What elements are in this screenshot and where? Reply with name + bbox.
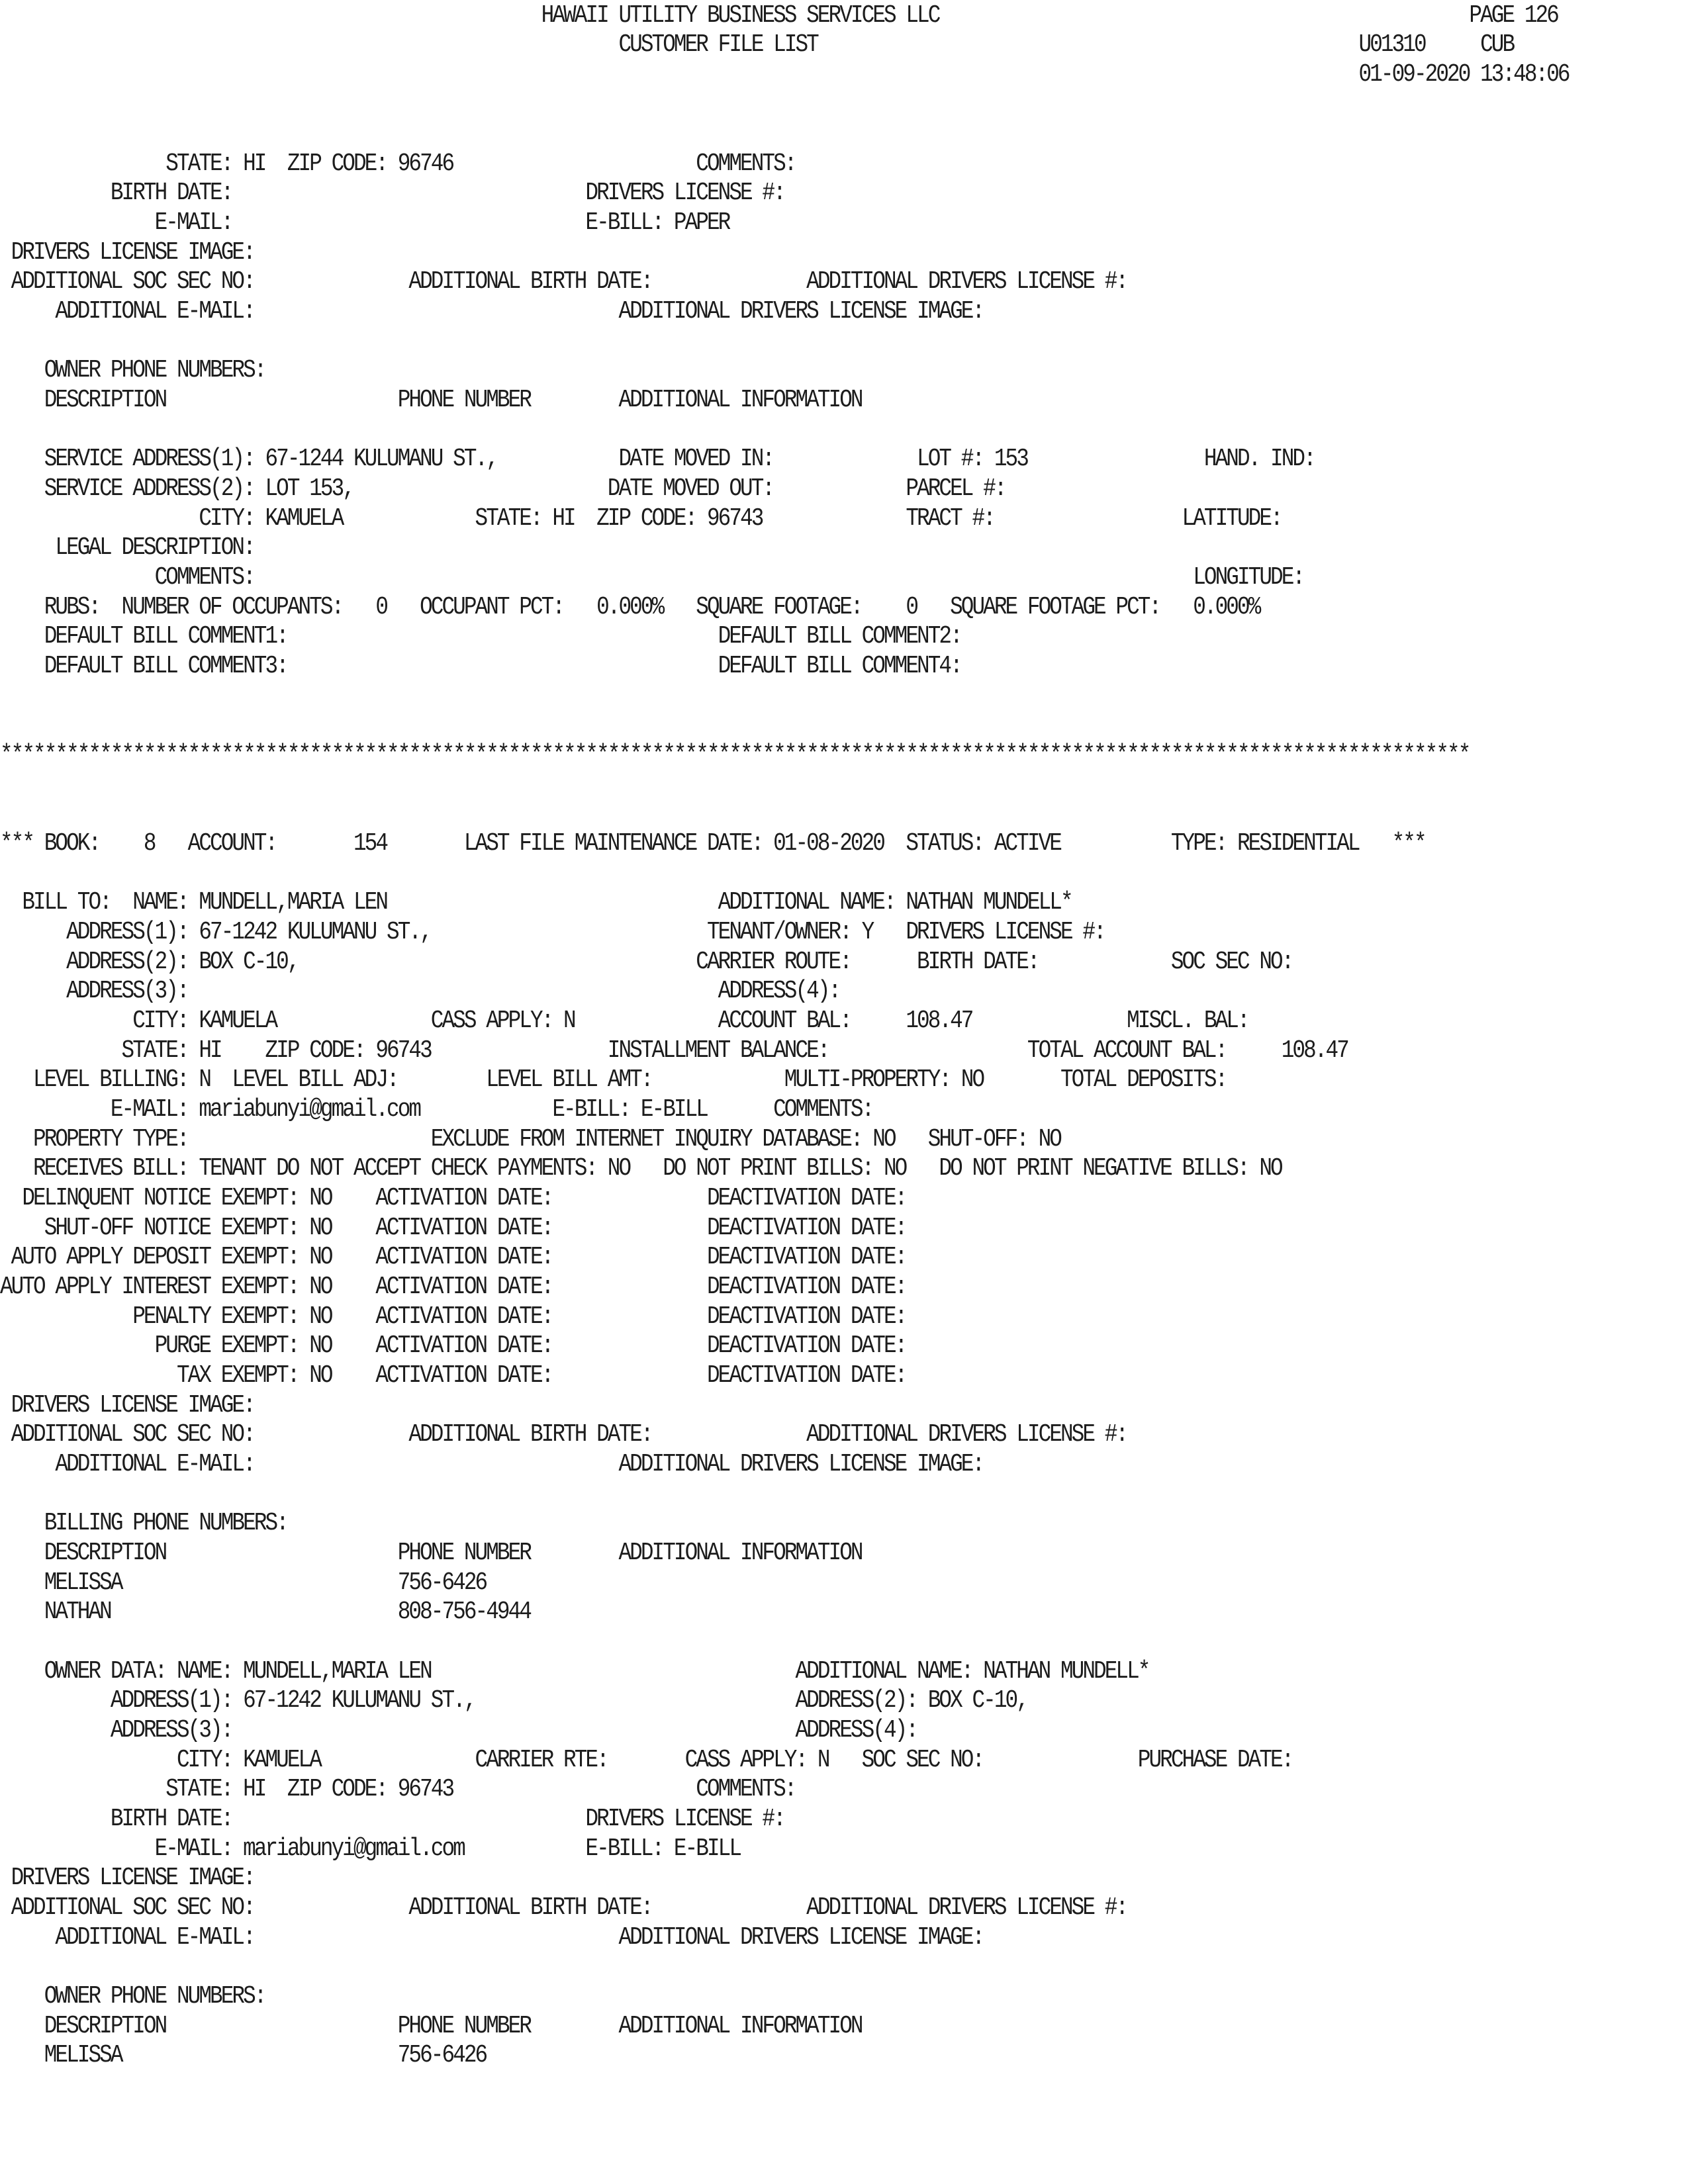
report-line: ADDITIONAL SOC SEC NO: ADDITIONAL BIRTH DATE: ADDITIONAL DRIVERS LICENSE #: [0, 267, 1127, 296]
report-line: STATE: HI ZIP CODE: 96743 COMMENTS: [0, 1775, 796, 1803]
report-line: CITY: KAMUELA STATE: HI ZIP CODE: 96743 TRACT #: LATITUDE: [0, 504, 1282, 533]
report-line: DESCRIPTION PHONE NUMBER ADDITIONAL INFORMATION [0, 2012, 862, 2040]
report-line: LEVEL BILLING: N LEVEL BILL ADJ: LEVEL BILL AMT: MULTI-PROPERTY: NO TOTAL DEPOSITS: [0, 1066, 1227, 1094]
report-line: PROPERTY TYPE: EXCLUDE FROM INTERNET INQUIRY DATABASE: NO SHUT-OFF: NO [0, 1125, 1060, 1154]
report-line: AUTO APPLY INTEREST EXEMPT: NO ACTIVATION DATE: DEACTIVATION DATE: [0, 1273, 906, 1301]
report-line: SERVICE ADDRESS(1): 67-1244 KULUMANU ST., DATE MOVED IN: LOT #: 153 HAND. IND: [0, 445, 1315, 473]
report-line: AUTO APPLY DEPOSIT EXEMPT: NO ACTIVATION DATE: DEACTIVATION DATE: [0, 1243, 906, 1271]
report-line: DRIVERS LICENSE IMAGE: [0, 1391, 254, 1420]
report-line: BIRTH DATE: DRIVERS LICENSE #: [0, 179, 784, 207]
report-line: DESCRIPTION PHONE NUMBER ADDITIONAL INFORMATION [0, 1539, 862, 1567]
report-line: RUBS: NUMBER OF OCCUPANTS: 0 OCCUPANT PCT: 0.000% SQUARE FOOTAGE: 0 SQUARE FOOTAGE PCT: 0.000% [0, 593, 1260, 621]
report-line: *** BOOK: 8 ACCOUNT: 154 LAST FILE MAINTENANCE DATE: 01-08-2020 STATUS: ACTIVE TYPE: RESIDENTIAL *** [0, 829, 1425, 858]
report-line: RECEIVES BILL: TENANT DO NOT ACCEPT CHECK PAYMENTS: NO DO NOT PRINT BILLS: NO DO NOT PRINT NEGATIVE BILLS: NO [0, 1154, 1282, 1183]
report-line: PENALTY EXEMPT: NO ACTIVATION DATE: DEACTIVATION DATE: [0, 1302, 906, 1331]
report-line: ADDITIONAL E-MAIL: ADDITIONAL DRIVERS LICENSE IMAGE: [0, 297, 984, 326]
report-line: PURGE EXEMPT: NO ACTIVATION DATE: DEACTIVATION DATE: [0, 1332, 906, 1360]
report-line: ADDRESS(3): ADDRESS(4): [0, 977, 840, 1005]
report-line: ADDRESS(1): 67-1242 KULUMANU ST., TENANT/OWNER: Y DRIVERS LICENSE #: [0, 918, 1105, 946]
report-line: ADDITIONAL E-MAIL: ADDITIONAL DRIVERS LICENSE IMAGE: [0, 1923, 984, 1952]
report-line: DRIVERS LICENSE IMAGE: [0, 238, 254, 267]
report-line: MELISSA 756-6426 [0, 1569, 487, 1597]
report-line: HAWAII UTILITY BUSINESS SERVICES LLC PAGE 126 [0, 1, 1558, 30]
report-line: COMMENTS: LONGITUDE: [0, 563, 1304, 592]
report-line: ADDRESS(2): BOX C-10, CARRIER ROUTE: BIRTH DATE: SOC SEC NO: [0, 948, 1293, 976]
report-line: DELINQUENT NOTICE EXEMPT: NO ACTIVATION DATE: DEACTIVATION DATE: [0, 1184, 906, 1212]
report-line: OWNER DATA: NAME: MUNDELL,MARIA LEN ADDITIONAL NAME: NATHAN MUNDELL* [0, 1657, 1149, 1686]
report-line: STATE: HI ZIP CODE: 96743 INSTALLMENT BALANCE: TOTAL ACCOUNT BAL: 108.47 [0, 1036, 1348, 1065]
report-line: E-MAIL: mariabunyi@gmail.com E-BILL: E-BILL COMMENTS: [0, 1095, 873, 1124]
report-line: DEFAULT BILL COMMENT1: DEFAULT BILL COMMENT2: [0, 622, 961, 651]
report-line: ************************************************************************************************************************************* [0, 741, 1470, 769]
report-line: SERVICE ADDRESS(2): LOT 153, DATE MOVED OUT: PARCEL #: [0, 475, 1006, 503]
report-line: SHUT-OFF NOTICE EXEMPT: NO ACTIVATION DATE: DEACTIVATION DATE: [0, 1214, 906, 1242]
report-line: CITY: KAMUELA CASS APPLY: N ACCOUNT BAL: 108.47 MISCL. BAL: [0, 1007, 1248, 1035]
report-line: E-MAIL: mariabunyi@gmail.com E-BILL: E-BILL [0, 1835, 741, 1863]
report-line: TAX EXEMPT: NO ACTIVATION DATE: DEACTIVATION DATE: [0, 1361, 906, 1390]
report-line: E-MAIL: E-BILL: PAPER [0, 208, 729, 237]
report-line: ADDITIONAL SOC SEC NO: ADDITIONAL BIRTH DATE: ADDITIONAL DRIVERS LICENSE #: [0, 1893, 1127, 1922]
report-line: ADDITIONAL SOC SEC NO: ADDITIONAL BIRTH DATE: ADDITIONAL DRIVERS LICENSE #: [0, 1420, 1127, 1449]
report-line: ADDITIONAL E-MAIL: ADDITIONAL DRIVERS LICENSE IMAGE: [0, 1450, 984, 1479]
report-line: ADDRESS(3): ADDRESS(4): [0, 1716, 917, 1745]
report-line: BILLING PHONE NUMBERS: [0, 1509, 287, 1537]
report-line: ADDRESS(1): 67-1242 KULUMANU ST., ADDRESS(2): BOX C-10, [0, 1686, 1027, 1715]
report-line: DESCRIPTION PHONE NUMBER ADDITIONAL INFORMATION [0, 386, 862, 414]
report-line: BIRTH DATE: DRIVERS LICENSE #: [0, 1805, 784, 1833]
report-line: BILL TO: NAME: MUNDELL,MARIA LEN ADDITIONAL NAME: NATHAN MUNDELL* [0, 888, 1072, 917]
report-line: OWNER PHONE NUMBERS: [0, 1982, 265, 2011]
report-line: LEGAL DESCRIPTION: [0, 533, 254, 562]
report-line: DRIVERS LICENSE IMAGE: [0, 1864, 254, 1892]
report-line: CUSTOMER FILE LIST U01310 CUB [0, 30, 1514, 59]
report-line: CITY: KAMUELA CARRIER RTE: CASS APPLY: N SOC SEC NO: PURCHASE DATE: [0, 1746, 1293, 1774]
report-line: STATE: HI ZIP CODE: 96746 COMMENTS: [0, 150, 796, 178]
report-line: 01-09-2020 13:48:06 [0, 60, 1569, 89]
report-line: MELISSA 756-6426 [0, 2041, 487, 2070]
report-line: NATHAN 808-756-4944 [0, 1598, 530, 1626]
report-line: DEFAULT BILL COMMENT3: DEFAULT BILL COMMENT4: [0, 652, 961, 680]
report-line: OWNER PHONE NUMBERS: [0, 356, 265, 385]
